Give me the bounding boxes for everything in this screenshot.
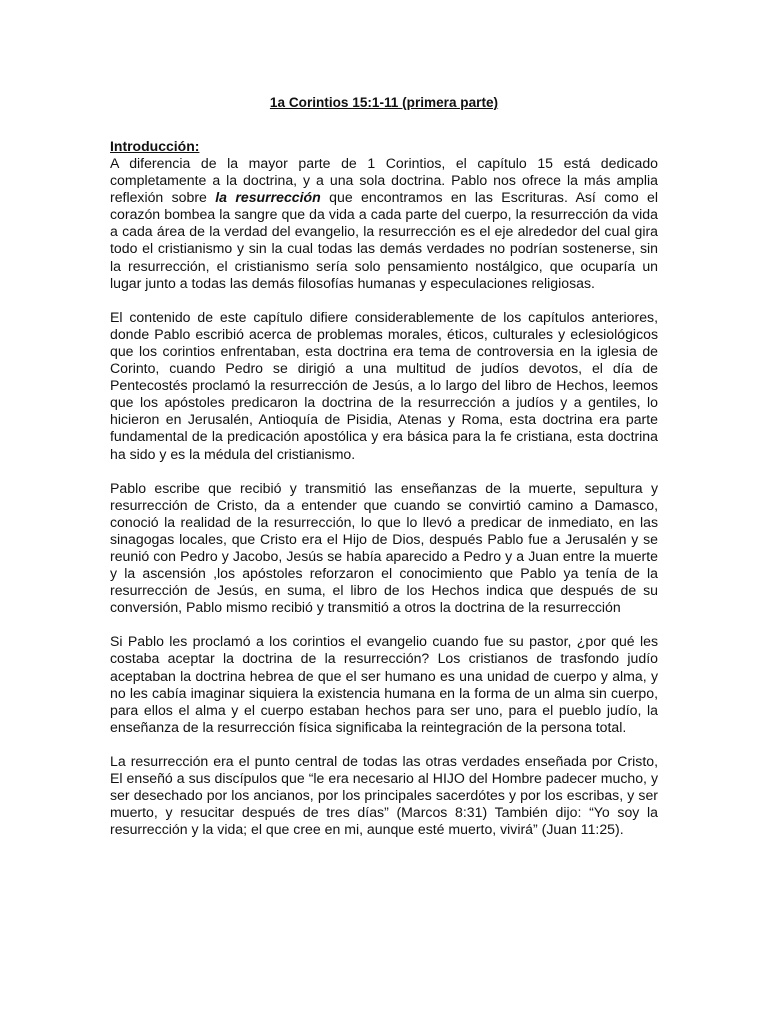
document-title: 1a Corintios 15:1-11 (primera parte) bbox=[269, 95, 499, 110]
paragraph-3: Pablo escribe que recibió y transmitió las enseñanzas de la muerte, sepultura y resurrección de Cristo, da a entender que cuando se convirtió camino a Damasco, conoció la realidad de la resurrección, lo que lo llevó a predicar de inmediato, en las sinagogas locales, que Cristo era el Hijo de Dios, después Pablo fue a Jerusalén y se reunió con Pedro y Jacobo, Jesús se había aparecido a Pedro y a Juan entre la muerte y la ascensión ,los apóstoles reforzaron el conocimiento que Pablo ya tenía de la resurrección de Jesús, en suma, el libro de los Hechos indica que después de su conversión, Pablo mismo recibió y transmitió a otros la doctrina de la resurrección bbox=[110, 479, 658, 616]
paragraph-1-emphasis: la resurrección bbox=[215, 189, 321, 206]
paragraph-1-text-b: que encontramos en las Escrituras. Así como el corazón bombea la sangre que da vida a cada parte del cuerpo, la resurrección da vida a cada área de la verdad del evangelio, la resurrección es el eje alrededor del cual gira todo el cristianismo y sin la cual todas las demás verdades no podrían sostenerse, sin la resurrección, el cristianismo sería solo pensamiento nostálgico, que ocuparía un lugar junto a todas las demás filosofías humanas y especulaciones religiosas. bbox=[110, 189, 658, 291]
paragraph-2: El contenido de este capítulo difiere considerablemente de los capítulos anteriores, donde Pablo escribió acerca de problemas morales, éticos, culturales y eclesiológicos que los corintios enfrentaban, esta doctrina era tema de controversia en la iglesia de Corinto, cuando Pedro se dirigió a una multitud de judíos devotos, el día de Pentecostés proclamó la resurrección de Jesús, a lo largo del libro de Hechos, leemos que los apóstoles predicaron la doctrina de la resurrección a judíos y a gentiles, lo hicieron en Jerusalén, Antioquía de Pisidia, Atenas y Roma, esta doctrina era parte fundamental de la predicación apostólica y era básica para la fe cristiana, esta doctrina ha sido y es la médula del cristianismo. bbox=[110, 308, 658, 462]
intro-heading: Introducción: bbox=[110, 138, 200, 154]
paragraph-4: Si Pablo les proclamó a los corintios el evangelio cuando fue su pastor, ¿por qué les costaba aceptar la doctrina de la resurrección? Los cristianos de trasfondo judío aceptaban la doctrina hebrea de que el ser humano es una unidad de cuerpo y alma, y no les cabía imaginar siquiera la existencia humana en la forma de un alma sin cuerpo, para ellos el alma y el cuerpo estaban hechos para ser uno, para el pueblo judío, la enseñanza de la resurrección física significaba la reintegración de la persona total. bbox=[110, 633, 658, 735]
paragraph-1 bbox=[110, 155, 658, 292]
paragraph-5: La resurrección era el punto central de todas las otras verdades enseñada por Cristo, El enseñó a sus discípulos que “le era necesario al HIJO del Hombre padecer mucho, y ser desechado por los ancianos, por los principales sacerdótes y por los escribas, y ser muerto, y resucitar después de tres días” (Marcos 8:31) También dijo: “Yo soy la resurrección y la vida; el que cree en mi, aunque esté muerto, vivirá” (Juan 11:25). bbox=[110, 752, 658, 838]
paragraph-1-text-a: A diferencia de la mayor parte de 1 Corintios, el capítulo 15 está dedicado completamente a la doctrina, y a una sola doctrina. Pablo nos ofrece la más amplia reflexión sobre bbox=[110, 155, 658, 206]
